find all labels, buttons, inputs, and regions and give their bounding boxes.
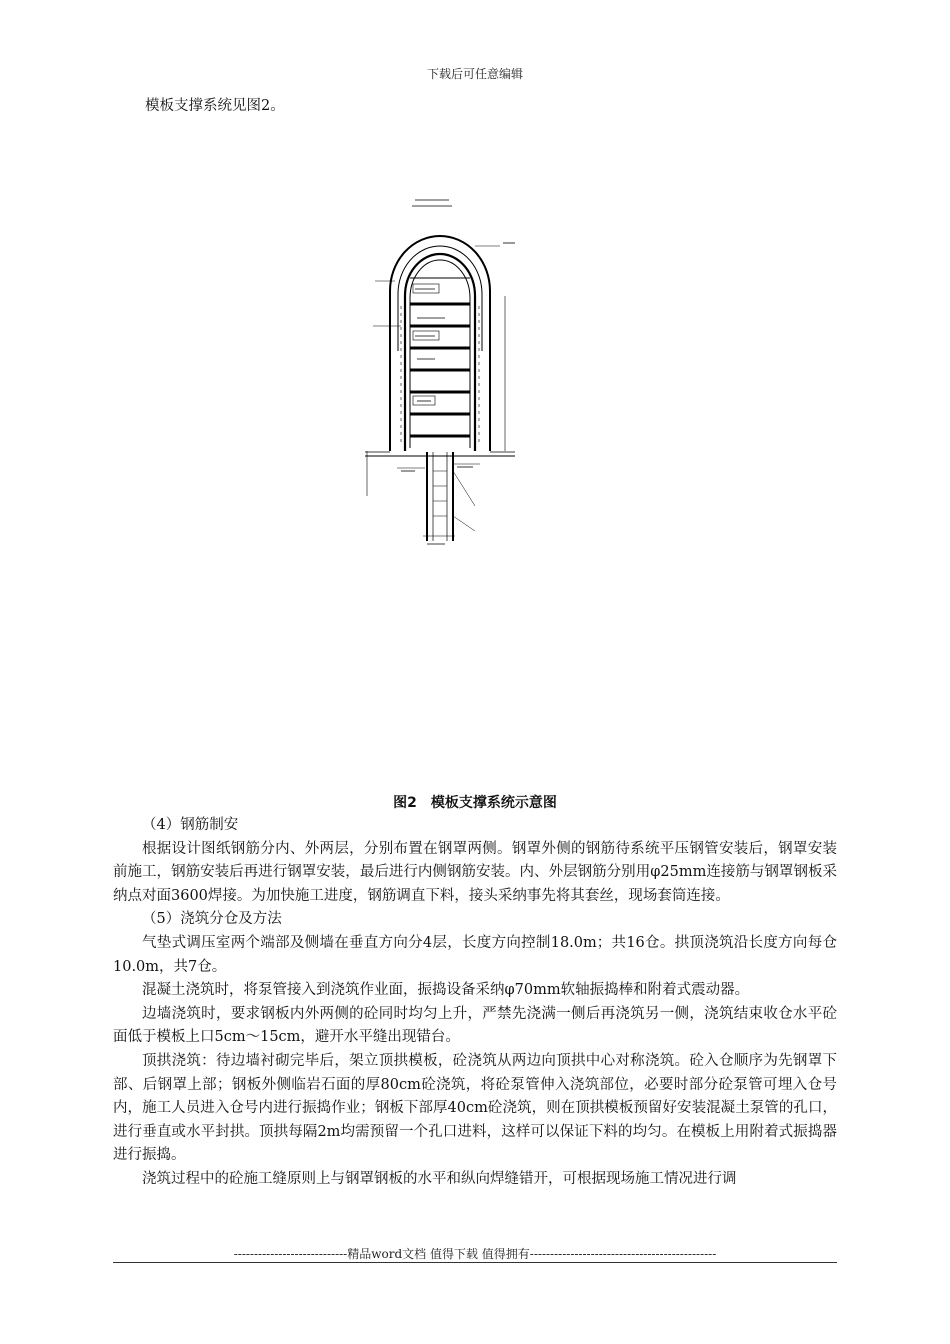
paragraph: 边墙浇筑时，要求钢板内外两侧的砼同时均匀上升，严禁先浇满一侧后再浇筑另一侧，浇筑结束收仓水平砼面低于模板上口5cm～15cm，避开水平缝出现错台。 xyxy=(113,1005,837,1046)
body-text xyxy=(113,814,837,1192)
paragraph: 浇筑过程中的砼施工缝原则上与钢罩钢板的水平和纵向焊缝错开，可根据现场施工情况进行调 xyxy=(142,1170,737,1187)
section-heading-pouring: （5）浇筑分仓及方法 xyxy=(142,911,282,928)
paragraph: 根据设计图纸钢筋分内、外两层，分别布置在钢罩两侧。钢罩外侧的钢筋待系统平压钢管安装后，钢罩安装前施工，钢筋安装后再进行钢罩安装，最后进行内侧钢筋安装。内、外层钢筋分别用φ25mm连接筋与钢罩钢板采纳点对面3600焊接。为加快施工进度，钢筋调直下料，接头采纳事先将其套丝，现场套筒连接。 xyxy=(113,840,837,904)
paragraph: 顶拱浇筑：待边墙衬砌完毕后，架立顶拱模板，砼浇筑从两边向顶拱中心对称浇筑。砼入仓顺序为先钢罩下部、后钢罩上部；钢板外侧临岩石面的厚80cm砼浇筑，将砼泵管伸入浇筑部位，必要时部分砼泵管可埋入仓号内，施工人员进入仓号内进行振捣作业；钢板下部厚40cm砼浇筑，则在顶拱模板预留好安装混凝土泵管的孔口，进行垂直或水平封拱。顶拱每隔2m均需预留一个孔口进料，这样可以保证下料的均匀。在模板上用附着式振捣器进行振捣。 xyxy=(113,1052,837,1164)
figure-caption: 图2 模板支撑系统示意图 xyxy=(393,795,557,811)
section-heading-rebar: （4）钢筋制安 xyxy=(142,817,239,833)
page-footer: ----------------------------精品word文档 值得下载 值得拥有---------------------------------------------- xyxy=(233,1247,717,1261)
paragraph: 气垫式调压室两个端部及侧墙在垂直方向分4层，长度方向控制18.0m；共16仓。拱顶浇筑沿长度方向每仓10.0m，共7仓。 xyxy=(113,934,837,975)
support-system-drawing xyxy=(355,186,530,551)
footer-rule xyxy=(113,1262,837,1263)
paragraph: 混凝土浇筑时，将泵管接入到浇筑作业面，振捣设备采纳φ70mm软轴振捣棒和附着式震动器。 xyxy=(142,982,750,999)
lead-text: 模板支撑系统见图2。 xyxy=(145,98,285,114)
support-system-figure xyxy=(355,186,530,551)
page-header: 下载后可任意编辑 xyxy=(426,67,523,81)
